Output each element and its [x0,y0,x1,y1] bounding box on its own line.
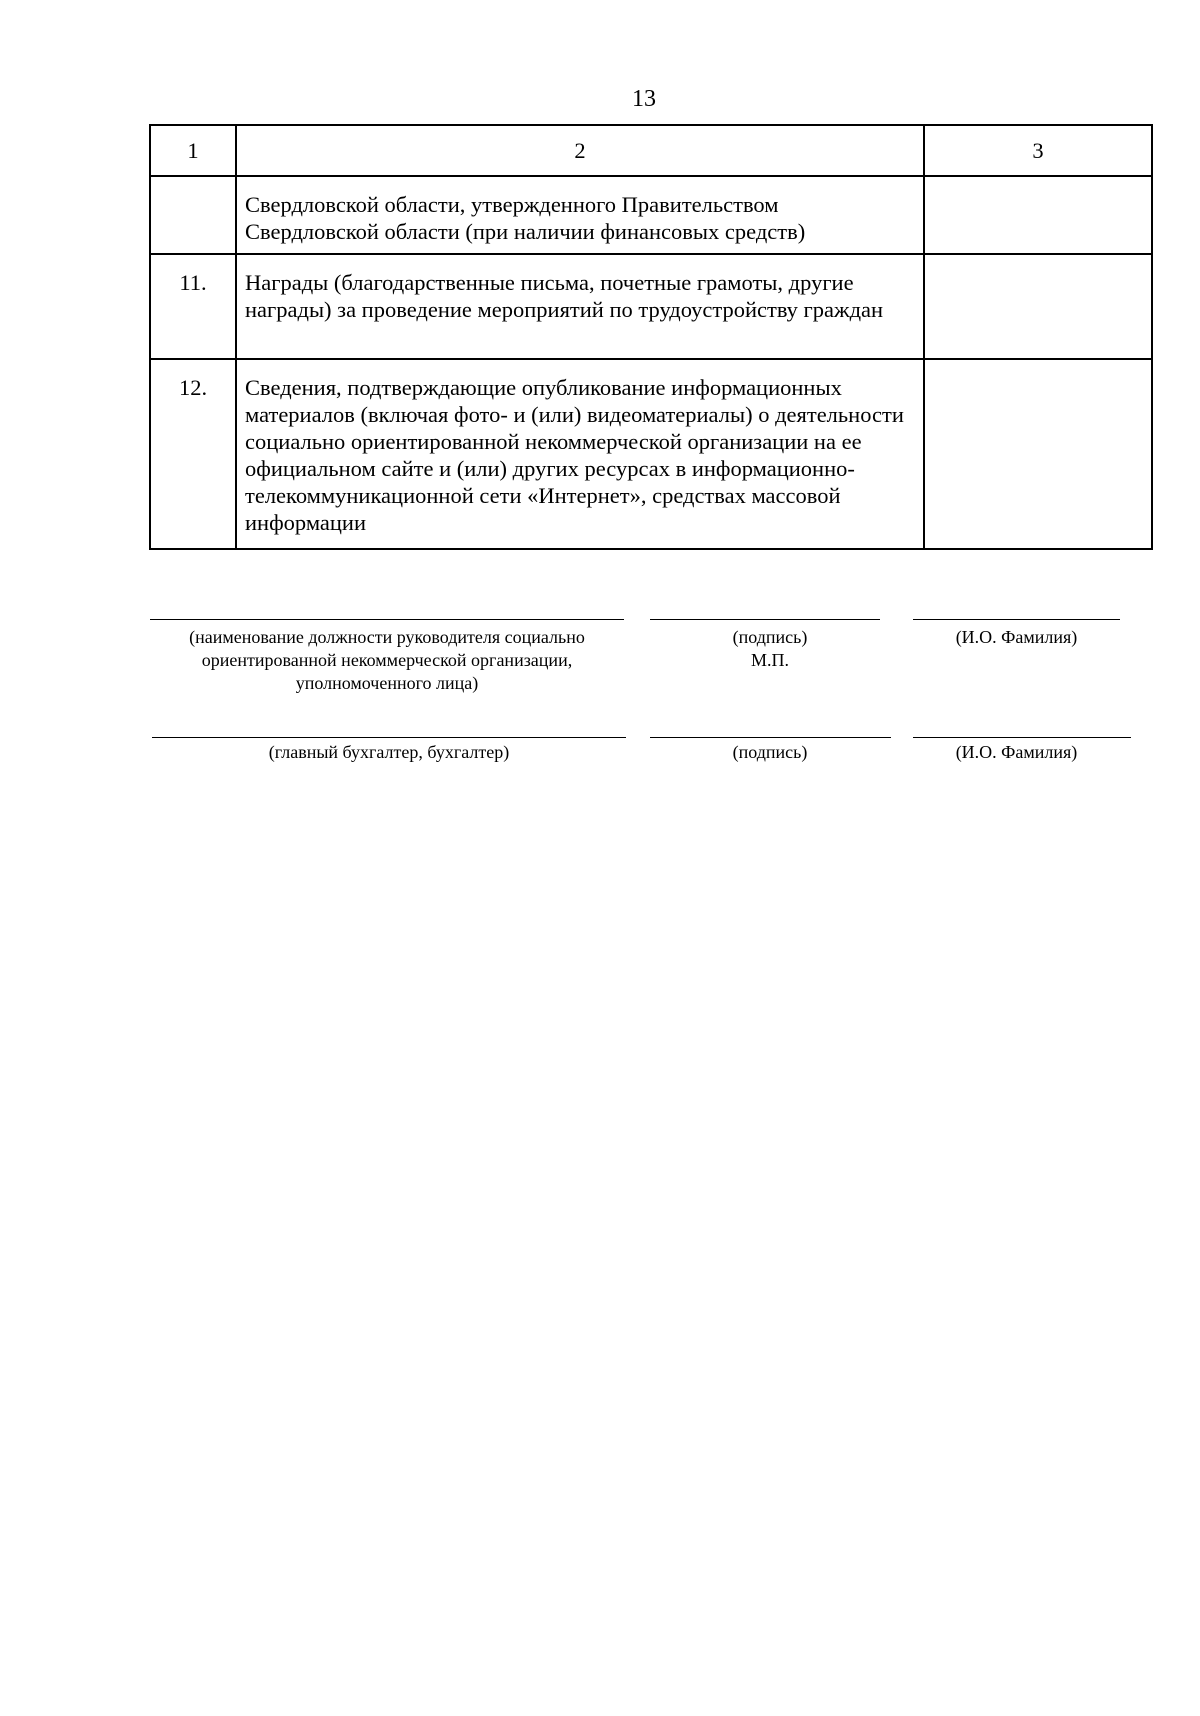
documents-table [149,124,1153,550]
signature-line [650,619,880,620]
page-number: 13 [632,86,656,112]
row-text: Сведения, подтверждающие опубликование информационных материалов (включая фото- и (или) видеоматериалы) о деятельности социально ориентированной некоммерческой организации на ее официальном сайте и (или) других ресурсах в информационно-телекоммуникационной сети «Интернет», средствах массовой информации [236,359,924,549]
position-signature-line [150,619,624,620]
header-cell-1: 1 [150,125,236,176]
signature-caption: (подпись) [732,742,808,762]
header-cell-3: 3 [924,125,1152,176]
row-text: Свердловской области, утвержденного Правительством Свердловской области (при наличии финансовых средств) [236,176,924,254]
name-caption: (И.О. Фамилия) [955,627,1078,647]
name-signature-line [913,737,1131,738]
row-col3 [924,359,1152,549]
signature-line [650,737,891,738]
header-cell-2: 2 [236,125,924,176]
stamp-caption: М.П. [750,650,789,670]
row-col3 [924,176,1152,254]
row-text: Награды (благодарственные письма, почетные грамоты, другие награды) за проведение мероприятий по трудоустройству граждан [236,254,924,359]
table-row [150,359,1152,549]
row-number [150,176,236,254]
table-row [150,254,1152,359]
position-caption: (наименование должности руководителя социально ориентированной некоммерческой организации, уполномоченного лица) [189,627,585,693]
name-signature-line [913,619,1120,620]
table-row [150,176,1152,254]
table-header-row [150,125,1152,176]
accountant-caption: (главный бухгалтер, бухгалтер) [268,742,510,762]
row-number: 11. [150,254,236,359]
row-number: 12. [150,359,236,549]
name-caption: (И.О. Фамилия) [955,742,1078,762]
row-col3 [924,254,1152,359]
signature-caption: (подпись) [732,627,808,647]
accountant-signature-line [152,737,626,738]
